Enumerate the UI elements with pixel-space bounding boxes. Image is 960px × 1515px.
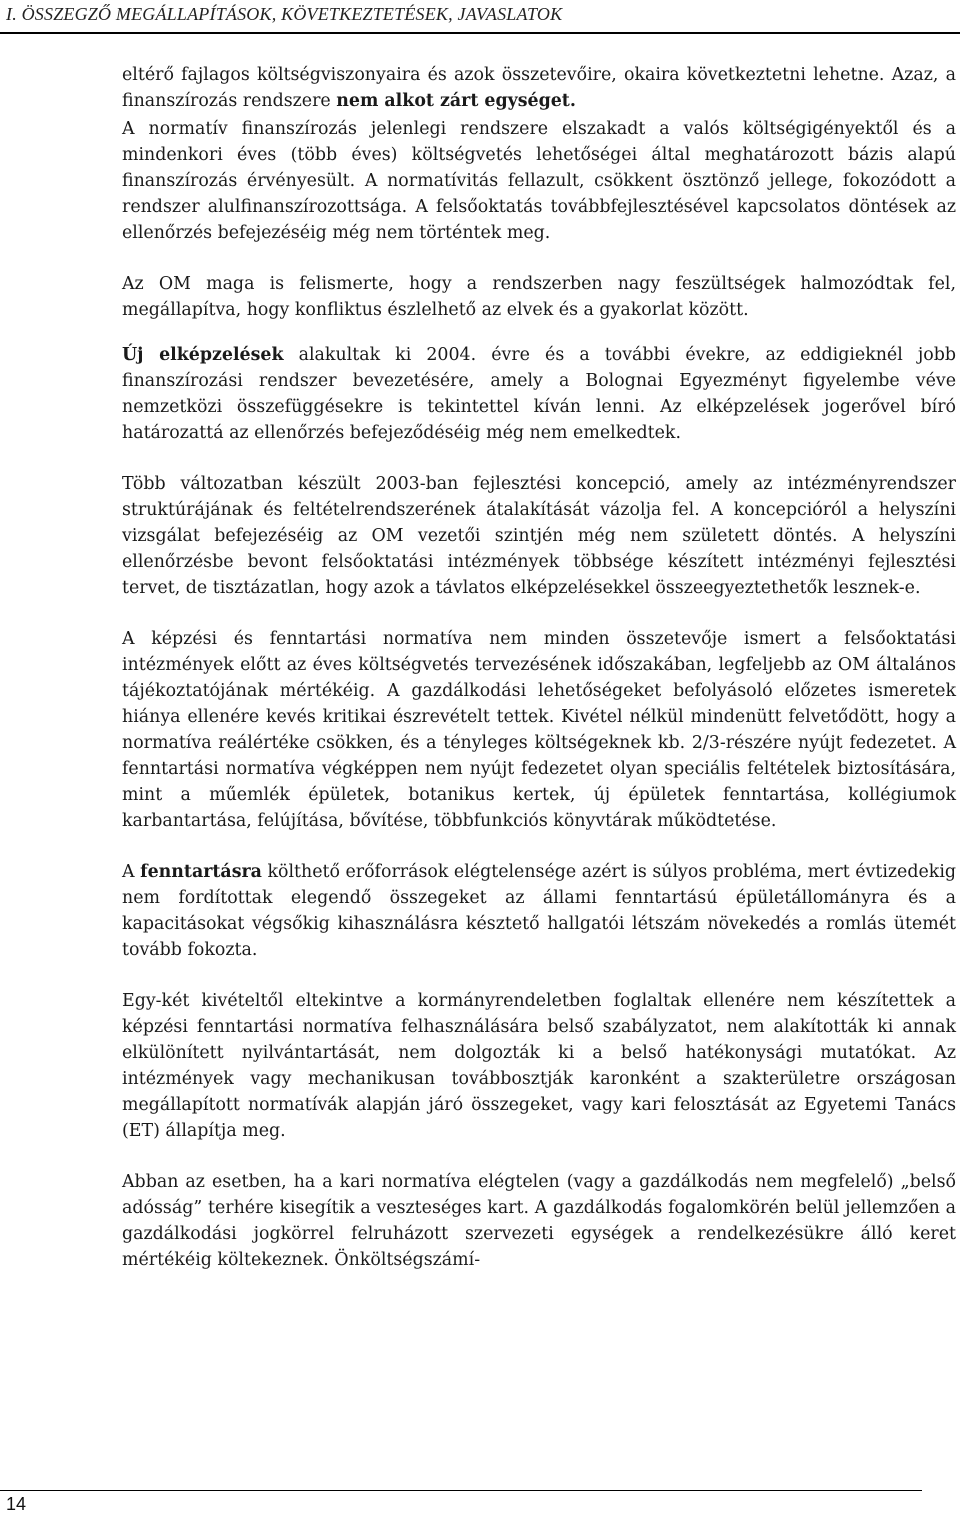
paragraph-7-emphasis: fenntartásra: [140, 862, 262, 882]
paragraph-7: [122, 859, 956, 963]
body-text: [122, 62, 956, 1298]
paragraph-9: Abban az esetben, ha a kari normatíva elégtelen (vagy a gazdálkodás nem megfelelő) „belső adósság” terhére kisegítik a veszteséges kart. A gazdálkodás fogalomkörén belül jellemzően a gazdálkodási jogkörrel felruházott szervezeti egységek a rendelkezésükre álló keret mértékéig költekeznek. Önköltségszámí-: [122, 1172, 956, 1270]
paragraph-4-emphasis: Új elképzelések: [122, 345, 284, 365]
paragraph-3: Az OM maga is felismerte, hogy a rendszerben nagy feszültségek halmozódtak fel, megállapítva, hogy konfliktus észlelhető az elvek és a gyakorlat között.: [122, 274, 956, 320]
paragraph-4-text: alakultak ki 2004. évre és a további évekre, az eddigieknél jobb finanszírozási rendszer bevezetésére, amely a Bolognai Egyezményt figyelembe véve nemzetközi összefüggésekre is tekintettel kíván lenni. Az elképzelések jogerővel bíró határozattá az ellenőrzés befejeződéséig még nem emelkedtek.: [122, 345, 956, 443]
paragraph-7-text-a: A: [122, 862, 141, 882]
paragraph-5: Több változatban készült 2003-ban fejlesztési koncepció, amely az intézményrendszer struktúrájának és feltételrendszerének átalakítását vázolja fel. A koncepcióról a helyszíni vizsgálat befejezéséig az OM vezetői szintjén még nem született döntés. A helyszíni ellenőrzésbe bevont felsőoktatási intézmények többsége készített intézményi fejlesztési tervet, de tisztázatlan, hogy azok a távlatos elképzelésekkel összeegyeztethetők lesznek-e.: [122, 474, 956, 598]
paragraph-4: [122, 342, 956, 446]
paragraph-1-text: eltérő fajlagos költségviszonyaira és azok összetevőire, okaira következtetni lehetne. Azaz, a finanszírozás rendszere: [122, 65, 956, 111]
paragraph-1-emphasis: nem alkot zárt egységet.: [336, 91, 576, 111]
paragraph-8: Egy-két kivételtől eltekintve a kormányrendeletben foglaltak ellenére nem készítettek a képzési fenntartási normatíva felhasználására belső szabályzatot, nem alakították ki annak elkülönített nyilvántartását, nem dolgozták ki a belső hatékonysági mutatókat. Az intézmények vagy mechanikusan továbbosztják karonként a szakterületre országosan megállapított normatívák alapján járó összegeket, vagy kari felosztását az Egyetemi Tanács (ET) állapítja meg.: [122, 991, 956, 1141]
paragraph-1: [122, 62, 956, 114]
page-number: 14: [6, 1494, 27, 1514]
paragraph-6: A képzési és fenntartási normatíva nem minden összetevője ismert a felsőoktatási intézmények előtt az éves költségvetés tervezésének időszakában, legfeljebb az OM általános tájékoztatójának mértékéig. A gazdálkodási lehetőségeket befolyásoló előzetes ismeretek hiánya ellenére kevés kritikai észrevételt tettek. Kivétel nélkül mindenütt felvetődött, hogy a normatíva reálértéke csökken, és a tényleges költségeknek kb. 2/3-részére nyújt fedezetet. A fenntartási normatíva végképpen nem nyújt fedezetet olyan speciális feltételek biztosítására, mint a műemlék épületek, botanikus kertek, új épületek fenntartása, kollégiumok karbantartása, felújítása, bővítése, többfunkciós könyvtárak működtetése.: [122, 629, 956, 831]
paragraph-2: A normatív finanszírozás jelenlegi rendszere elszakadt a valós költségigényektől és a mindenkori éves (több éves) költségvetés lehetőségei által meghatározott bázis alapú finanszírozás érvényesült. A normatívitás fellazult, csökkent ösztönző jellege, fokozódott a rendszer alulfinanszírozottsága. A felsőoktatás továbbfejlesztésével kapcsolatos döntések az ellenőrzés befejezéséig még nem történtek meg.: [122, 119, 956, 243]
paragraph-7-text-b: költhető erőforrások elégtelensége azért is súlyos probléma, mert évtizedekig nem fordítottak elegendő összegeket az állami fenntartású épületállományra és a kapacitásokat végsőkig kihasználásra késztető hallgatói létszám növekedés a romlás ütemét tovább fokozta.: [122, 862, 957, 960]
running-header: I. ÖSSZEGZŐ MEGÁLLAPÍTÁSOK, KÖVETKEZTETÉSEK, JAVASLATOK: [6, 4, 563, 24]
header-rule: [0, 32, 960, 34]
footer-rule: [0, 1490, 922, 1491]
